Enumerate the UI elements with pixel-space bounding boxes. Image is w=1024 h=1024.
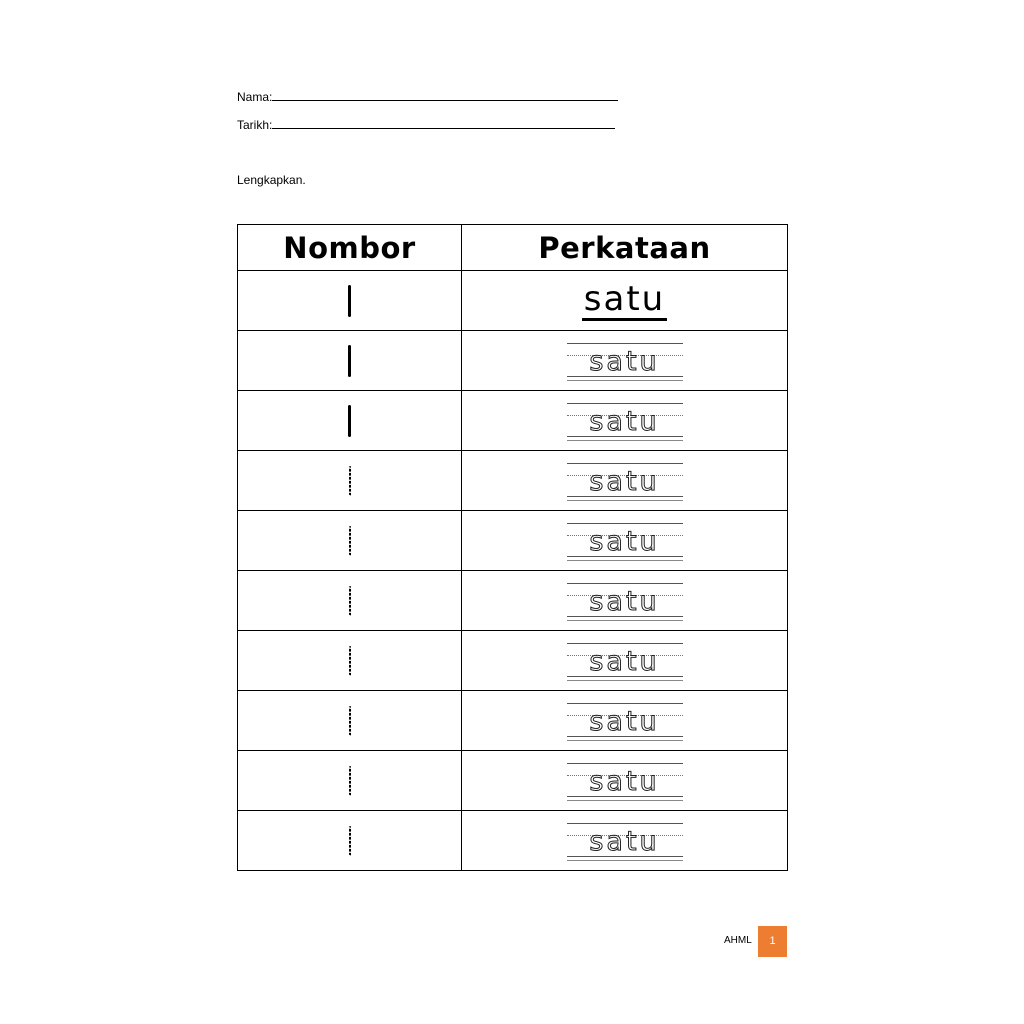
word-cell[interactable] bbox=[462, 571, 788, 631]
numeral-cell bbox=[238, 631, 462, 691]
numeral-one-glyph bbox=[349, 646, 351, 676]
numeral-one-glyph bbox=[349, 466, 351, 496]
word-cell bbox=[462, 271, 788, 331]
tracing-guide[interactable] bbox=[567, 761, 683, 801]
numeral-one-glyph bbox=[349, 526, 351, 556]
trace-word: satu bbox=[589, 825, 660, 857]
table-row bbox=[238, 511, 788, 571]
table-header-row bbox=[238, 225, 788, 271]
trace-word: satu bbox=[589, 765, 660, 797]
table-row bbox=[238, 691, 788, 751]
word-cell[interactable] bbox=[462, 631, 788, 691]
guide-line bbox=[567, 740, 683, 741]
name-label: Nama: bbox=[237, 90, 273, 104]
header-word: Perkataan bbox=[462, 225, 788, 271]
guide-line bbox=[567, 800, 683, 801]
numeral-cell bbox=[238, 391, 462, 451]
table-row bbox=[238, 331, 788, 391]
table-row bbox=[238, 631, 788, 691]
tracing-guide[interactable] bbox=[567, 641, 683, 681]
guide-line bbox=[567, 680, 683, 681]
guide-line bbox=[567, 583, 683, 584]
guide-line bbox=[567, 823, 683, 824]
table-row bbox=[238, 391, 788, 451]
guide-line bbox=[567, 860, 683, 861]
name-blank-line[interactable] bbox=[272, 90, 618, 101]
numeral-one-glyph bbox=[349, 586, 351, 616]
date-label: Tarikh: bbox=[237, 118, 273, 132]
numeral-cell bbox=[238, 691, 462, 751]
numeral-one-glyph bbox=[349, 826, 351, 856]
guide-line bbox=[567, 463, 683, 464]
name-field[interactable] bbox=[237, 90, 618, 104]
worksheet-table bbox=[237, 224, 788, 871]
guide-line bbox=[567, 380, 683, 381]
tracing-guide[interactable] bbox=[567, 821, 683, 861]
header-number: Nombor bbox=[238, 225, 462, 271]
numeral-cell bbox=[238, 331, 462, 391]
tracing-guide[interactable] bbox=[567, 461, 683, 501]
table-row bbox=[238, 571, 788, 631]
tracing-guide[interactable] bbox=[567, 341, 683, 381]
tracing-guide[interactable] bbox=[567, 521, 683, 561]
word-cell[interactable] bbox=[462, 751, 788, 811]
guide-line bbox=[567, 703, 683, 704]
trace-word: satu bbox=[589, 645, 660, 677]
guide-line bbox=[567, 560, 683, 561]
guide-line bbox=[567, 523, 683, 524]
table-row bbox=[238, 751, 788, 811]
numeral-one-glyph bbox=[349, 706, 351, 736]
numeral-cell bbox=[238, 811, 462, 871]
word-cell[interactable] bbox=[462, 691, 788, 751]
word-cell[interactable] bbox=[462, 391, 788, 451]
numeral-one-glyph bbox=[348, 345, 351, 377]
guide-line bbox=[567, 343, 683, 344]
date-blank-line[interactable] bbox=[272, 118, 615, 129]
word-cell[interactable] bbox=[462, 811, 788, 871]
word-cell[interactable] bbox=[462, 511, 788, 571]
word-cell[interactable] bbox=[462, 331, 788, 391]
numeral-one-glyph bbox=[348, 405, 351, 437]
guide-line bbox=[567, 643, 683, 644]
guide-line bbox=[567, 620, 683, 621]
date-field[interactable] bbox=[237, 118, 615, 132]
numeral-cell bbox=[238, 751, 462, 811]
guide-line bbox=[567, 403, 683, 404]
trace-word: satu bbox=[589, 465, 660, 497]
word-cell[interactable] bbox=[462, 451, 788, 511]
trace-word: satu bbox=[589, 345, 660, 377]
tracing-guide[interactable] bbox=[567, 581, 683, 621]
numeral-cell bbox=[238, 571, 462, 631]
page-number-badge: 1 bbox=[758, 926, 787, 957]
trace-word: satu bbox=[589, 405, 660, 437]
guide-line bbox=[567, 500, 683, 501]
trace-word: satu bbox=[589, 705, 660, 737]
trace-word: satu bbox=[589, 525, 660, 557]
guide-line bbox=[567, 763, 683, 764]
guide-line bbox=[567, 440, 683, 441]
numeral-cell bbox=[238, 451, 462, 511]
numeral-cell bbox=[238, 271, 462, 331]
numeral-one-glyph bbox=[348, 285, 351, 317]
tracing-guide[interactable] bbox=[567, 701, 683, 741]
model-word: satu bbox=[583, 279, 666, 319]
instruction-text: Lengkapkan. bbox=[237, 173, 306, 187]
numeral-cell bbox=[238, 511, 462, 571]
table-row bbox=[238, 451, 788, 511]
trace-word: satu bbox=[589, 585, 660, 617]
tracing-guide[interactable] bbox=[567, 401, 683, 441]
table-row bbox=[238, 811, 788, 871]
numeral-one-glyph bbox=[349, 766, 351, 796]
footer-author: AHML bbox=[724, 935, 752, 946]
table-row bbox=[238, 271, 788, 331]
